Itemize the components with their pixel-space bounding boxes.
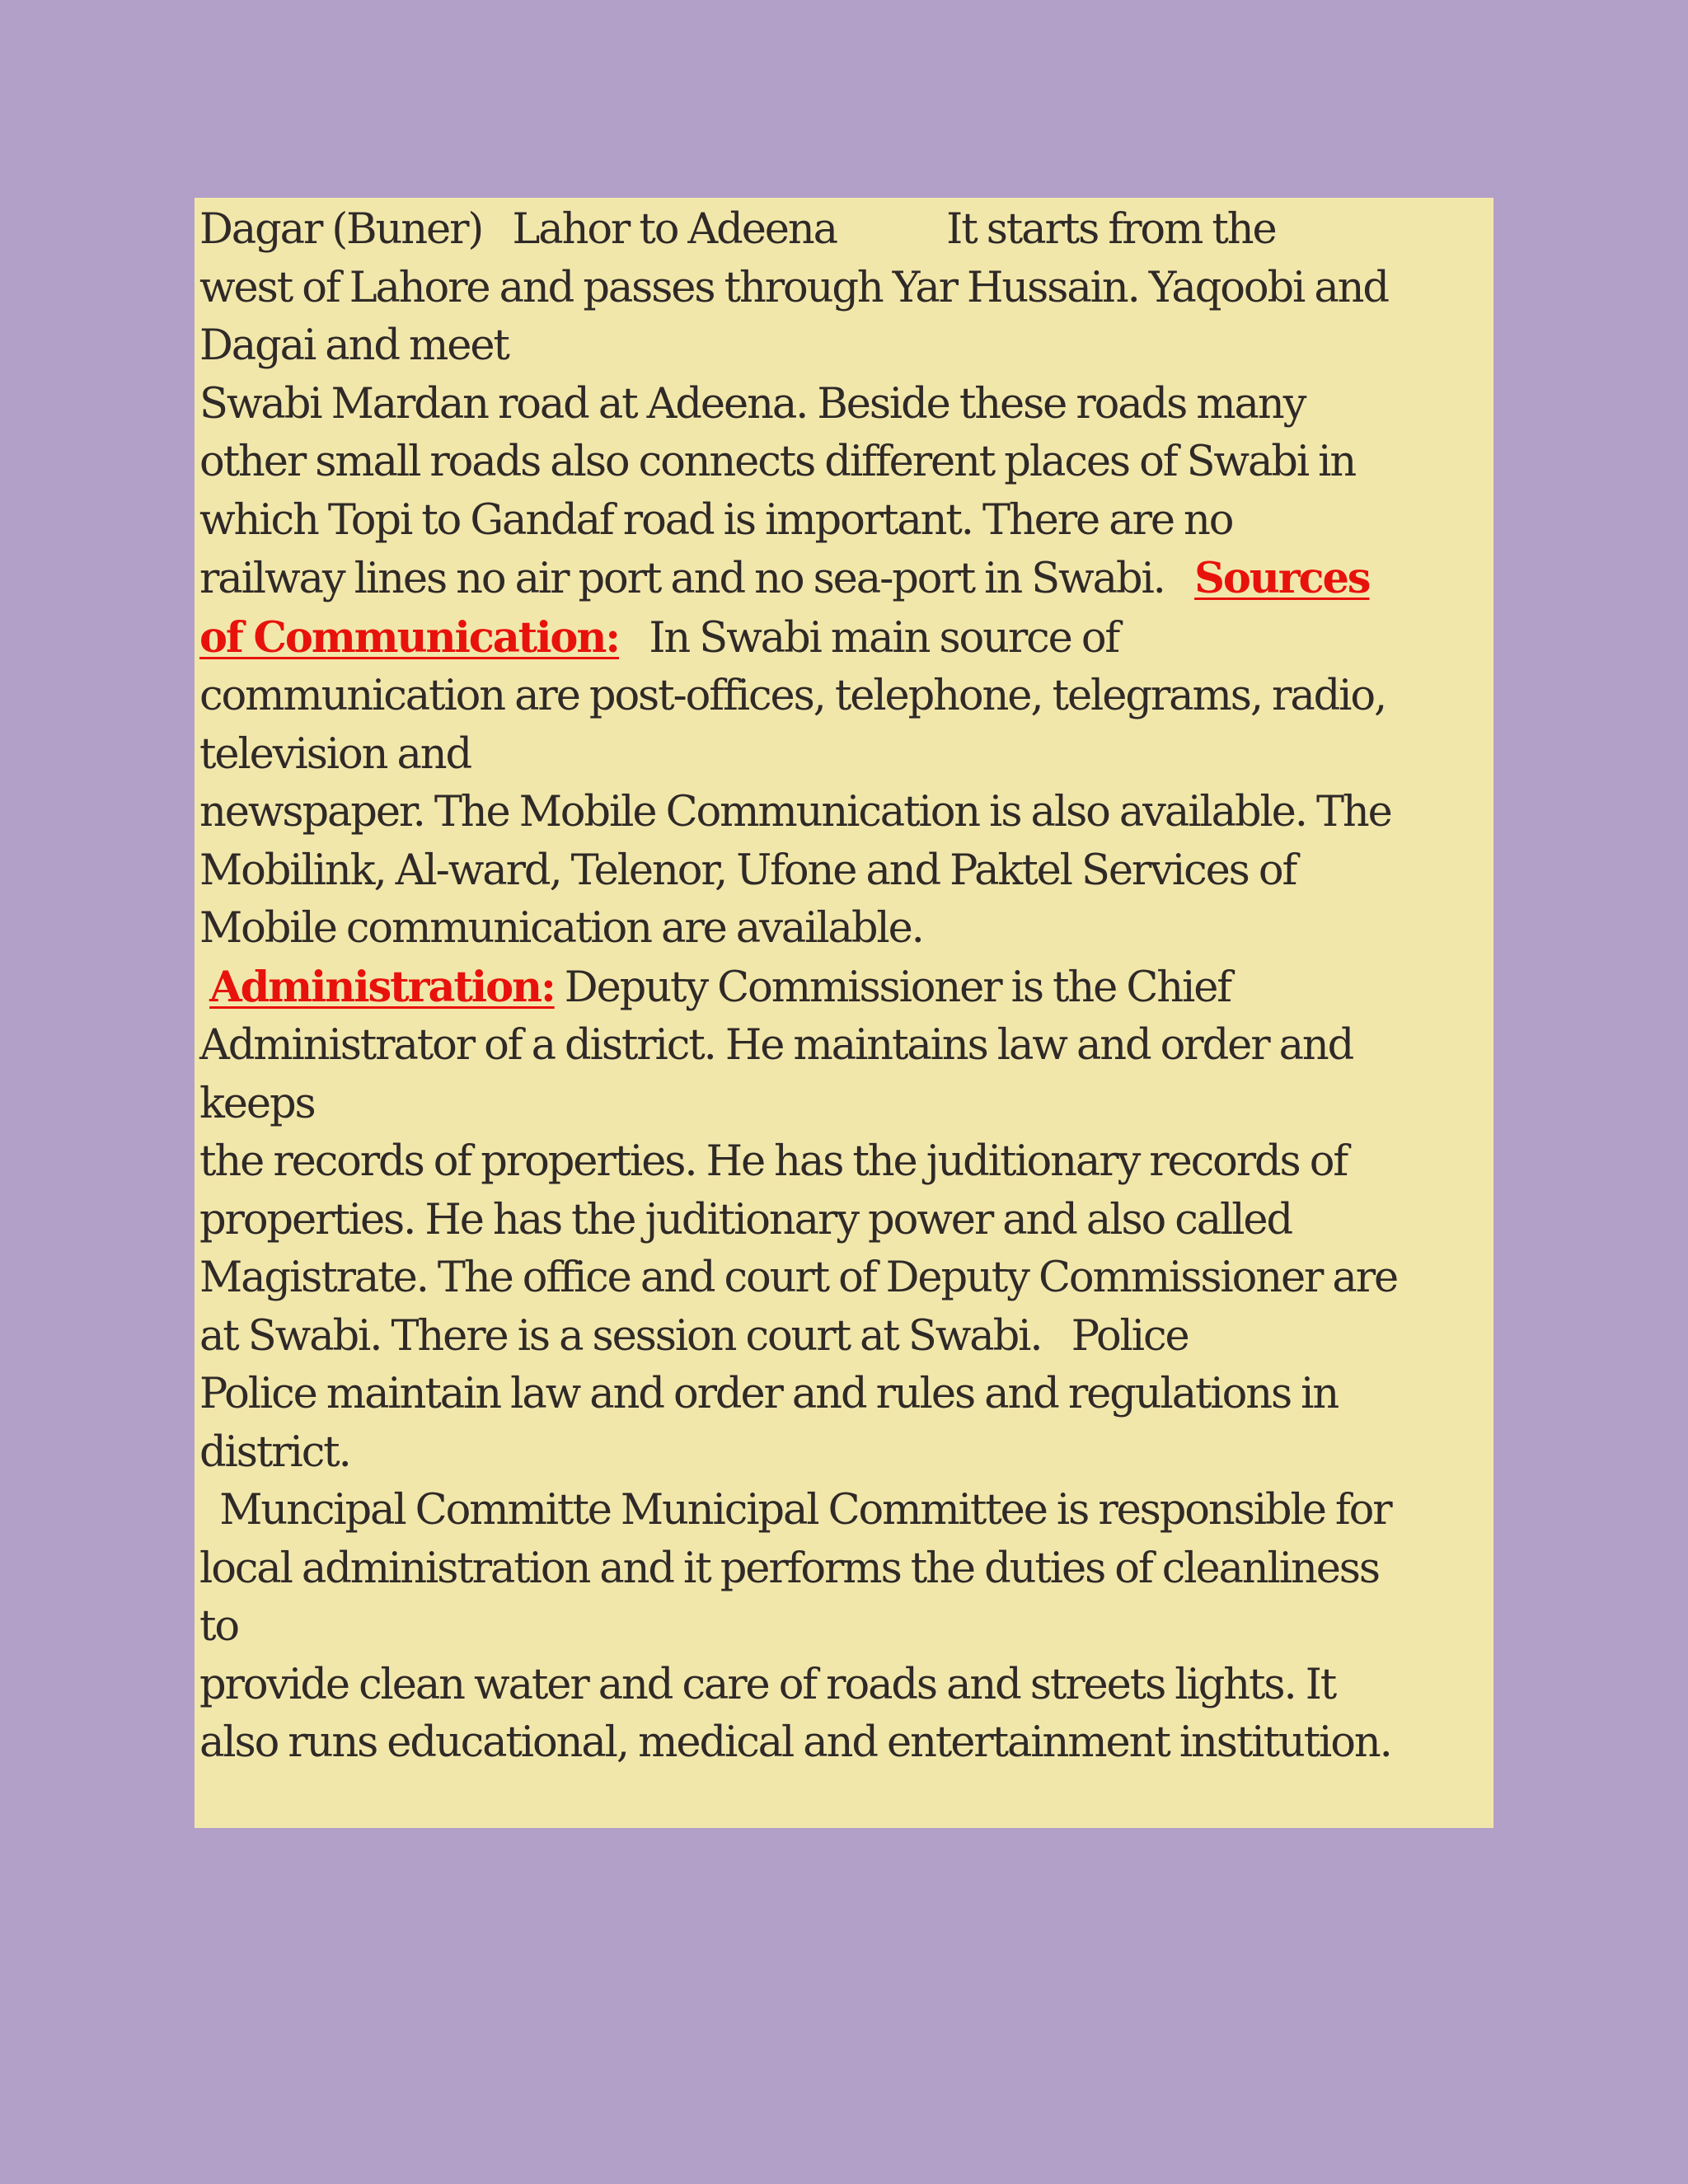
section-heading: Sources (1194, 554, 1370, 603)
body-text: keeps (199, 1079, 315, 1128)
body-text (199, 963, 209, 1012)
body-text: Mobilink, Al-ward, Telenor, Ufone and Paktel Services of (199, 846, 1296, 895)
text-line (199, 1017, 1493, 1076)
body-text: Magistrate. The office and court of Deputy Commissioner are (199, 1254, 1398, 1302)
body-text: which Topi to Gandaf road is important. There are no (199, 495, 1233, 545)
body-text: properties. He has the juditionary power and also called (199, 1195, 1292, 1244)
text-line (199, 842, 1493, 901)
text-line (199, 784, 1493, 842)
body-text: Mobile communication are available. (199, 904, 923, 953)
body-text: communication are post-offices, telephone, telegrams, radio, (199, 672, 1386, 720)
text-line (199, 1424, 1493, 1483)
section-heading: of Communication: (199, 612, 620, 663)
text-line (199, 1249, 1493, 1308)
body-text: to (199, 1602, 238, 1651)
body-text: In Swabi main source of (619, 613, 1119, 663)
body-text: at Swabi. There is a session court at Swabi. Police (199, 1311, 1189, 1361)
text-line (199, 1308, 1493, 1366)
body-text: television and (199, 729, 471, 779)
text-line (199, 900, 1493, 958)
body-text: Deputy Commissioner is the Chief (554, 963, 1231, 1012)
text-line (199, 958, 1493, 1018)
body-text: provide clean water and care of roads and streets lights. It (199, 1660, 1336, 1709)
text-line (199, 726, 1493, 785)
text-line (199, 1540, 1493, 1599)
text-line (199, 1366, 1493, 1424)
section-heading: Administration: (209, 962, 555, 1012)
text-line (199, 1133, 1493, 1192)
text-box (195, 198, 1493, 1828)
body-text: newspaper. The Mobile Communication is also available. The (199, 788, 1391, 837)
body-text: Dagar (Buner) Lahor to Adeena It starts from the (199, 205, 1276, 254)
body-text: Administrator of a district. He maintains law and order and (199, 1021, 1353, 1070)
body-text: Dagai and meet (199, 321, 509, 370)
body-text: district. (199, 1427, 350, 1477)
text-line (199, 1657, 1493, 1715)
text-line (199, 434, 1493, 492)
text-line (199, 550, 1493, 609)
body-text: the records of properties. He has the juditionary records of (199, 1137, 1348, 1186)
text-line (199, 201, 1493, 260)
text-line (199, 260, 1493, 318)
text-line (199, 492, 1493, 551)
body-text: local administration and it performs the duties of cleanliness (199, 1544, 1379, 1593)
text-line (199, 1076, 1493, 1134)
body-text: Swabi Mardan road at Adeena. Beside these roads many (199, 379, 1306, 429)
text-line (199, 1482, 1493, 1540)
body-text: railway lines no air port and no sea-port in Swabi. (199, 555, 1195, 603)
body-text: also runs educational, medical and entertainment institution. (199, 1718, 1391, 1767)
text-line (199, 1598, 1493, 1657)
text-line (199, 376, 1493, 434)
text-line (199, 317, 1493, 376)
text-line (199, 668, 1493, 726)
text-line (199, 609, 1493, 668)
document-body (199, 201, 1493, 1773)
text-line (199, 1192, 1493, 1250)
text-line (199, 1714, 1493, 1773)
body-text: Police maintain law and order and rules and regulations in (199, 1370, 1339, 1418)
body-text: Muncipal Committe Municipal Committee is responsible for (199, 1486, 1391, 1535)
body-text: other small roads also connects different places of Swabi in (199, 438, 1356, 486)
body-text: west of Lahore and passes through Yar Hussain. Yaqoobi and (199, 263, 1388, 312)
